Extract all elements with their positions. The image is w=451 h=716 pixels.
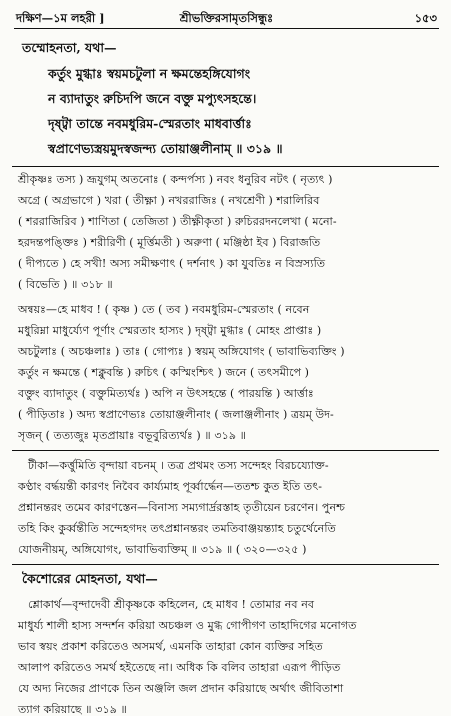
tika-line: যোজনীয়ম্, অঙ্গিযোগং, ভাবাভিব্যক্তিম্ ॥ ৩১৯ ॥ ( ৩২০—৩২৫ ) (18, 543, 307, 556)
meaning-line: মাধুর্য্য শালী হাস্য সন্দর্শন করিয়া অচঞ্চল ও মুগ্ধ গোপীগণ তাহাদিগের মনোগত (18, 619, 357, 632)
translation-line: হরদন্তপঙ্ক্তিঃ ) শরীরিণী ( মূর্ত্তিমতী ) অরুণা ( মঞ্জিষ্ঠা ইব ) বিরাজতি (18, 236, 321, 249)
anvaya-line: কর্তুং ন ক্ষমন্তে ( শক্নুবন্তি ) রুচিৎ ( কস্মিংশ্চিৎ ) জনে ( তৎসমীপে ) (18, 366, 310, 379)
verse-line: স্বপ্রাণেভ্যস্ত্রয়মুদস্বজন্দ্য তোয়াঞ্জলীনাম্ ॥ ৩১৯ ॥ (48, 141, 283, 156)
section-heading: কৈশোরের মোহনতা, যথা— (22, 571, 158, 586)
tika-line: টীকা—কর্ত্তুমিতি বৃন্দায়া বচনম্ । তত্র প্রথমং তস্য সন্দেহং বিরচয্যোক্ত- (28, 459, 329, 472)
page-number: ১৫৩ (414, 11, 437, 25)
tika-line: তহি কিং কুর্ব্বন্তীতি সন্দেহগদং তৎপ্রশ্নানন্তরং তমতিবাঞ্জয়ন্ত্যাহ চতুর্থেনেতি (18, 522, 336, 535)
meaning-line: আলাপ করিতেও সমর্থ হইতেছে না। অধিক কি বলিব তাহারা এরূপ পীড়িত (18, 661, 341, 674)
meaning-line: ভাব স্বয়ং প্রকাশ করিতেও অসমর্থ, এমনকি তাহারা কোন ব্যক্তির সহিত (18, 640, 323, 653)
translation-line: ( বিভেতি ) ॥ ৩১৮ ॥ (18, 278, 113, 291)
header-book-title: শ্রীভক্তিরসামৃতসিন্ধুঃ (179, 11, 274, 25)
verse-line: কর্তুং মুগ্ধাঃ স্বয়মচটুলা ন ক্ষমন্তেহঙ্গিযোগং (48, 66, 251, 81)
translation-line: শ্রীকৃষ্ণঃ তস্য ) ভ্রূযুগম্ অতনোঃ ( কন্দর্পস্য ) নবং ধনুরিব নটৎ ( নৃত্যৎ ) (18, 173, 333, 186)
anvaya-line: ( পীড়িতাঃ ) অদ্য স্বপ্রাণেভ্যঃ তোয়াঞ্জলীনাং ( জলাঞ্জলীনাং ) ত্রয়ম্ উদ- (18, 408, 334, 421)
verse-line: দৃষ্ট্বা তান্তে নবমধুরিম-স্মেরতাং মাধবার্ত্তাঃ (48, 116, 252, 131)
anvaya-line: অন্বয়ঃ—হে মাধব ! ( কৃষ্ণ ) তে ( তব ) নবমধুরিম-স্মেরতাং ( নবেন (18, 303, 310, 316)
meaning-line: ত্যাগ করিয়াছে ॥ ৩১৯ ॥ (18, 703, 127, 716)
divider (12, 166, 439, 167)
anvaya-line: মধুরিম্না মাধুর্য্যেণ পূর্ণাং স্মেরতাং হাস্যং ) দৃষ্ট্বা মুগ্ধাঃ ( মোহং প্রাপ্তাঃ ) (18, 324, 322, 337)
divider (12, 450, 439, 451)
meaning-line: যে অদ্য নিজের প্রাণকে তিন অঞ্জলি জল প্রদান করিয়াছে অর্থাৎ জীবিতাশা (18, 682, 344, 695)
divider (12, 564, 439, 565)
tika-line: প্রশ্নানন্তরং তমেব কারণস্তেন—বিনাস্য সম্যগার্দ্ররস্তাহ তৃতীয়েন চরণেন। পুনশ্চ (18, 501, 345, 514)
verse-line: ন ব্যাদাতুং রুচিদপি জনে বক্তু মপ্যুৎসহন্তে। (48, 91, 257, 106)
translation-line: ( দীপ্যতে ) হে সখী! অস্য সমীক্ষণাৎ ( দর্শনাৎ ) কা যুবতিঃ ন বিস্রস্যতি (18, 257, 326, 270)
anvaya-line: অচটুলাঃ ( অচঞ্চলাঃ ) তাঃ ( গোপ্যঃ ) স্বয়ম্ অঙ্গিযোগং ( ভাবাভিব্যক্তিং ) (18, 345, 345, 358)
translation-line: অগ্রে ( অগ্রভাগে ) খরা ( তীক্ষ্ণা ) নখররাজিঃ ( নখশ্রেণী ) শরালিরিব (18, 194, 320, 207)
meaning-line: শ্লোকার্থ—বৃন্দাদেবী শ্রীকৃষ্ণকে কহিলেন, হে মাধব ! তোমার নব নব (28, 598, 315, 611)
anvaya-line: সৃজন্ ( তত্যজুঃ মৃতপ্রায়াঃ বভূবুরিত্যর্থঃ ) ॥ ৩১৯ ॥ (18, 429, 246, 442)
page-header (14, 6, 439, 29)
section-heading: তম্মোহনতা, যথা— (22, 40, 117, 55)
anvaya-line: বক্তুং ব্যাদাতুং ( বক্তুমিত্যর্থঃ ) অপি ন উৎসহন্তে ( পারয়ন্তি ) আর্ত্তাঃ (18, 387, 314, 400)
tika-line: কণ্ঠাং বর্দ্ধয়ন্তী কারণং নিবৈব কার্য্যমাহ পূর্ব্বার্দ্ধেন—ততশ্চ কুত ইতি তৎ- (18, 480, 323, 493)
translation-line: ( শররাজিরিব ) শাণিতা ( তেজিতা ) তীক্ষ্ণীকৃতা ) রুচিররদনলেখা ( মনো- (18, 215, 337, 228)
header-chapter: দক্ষিণ—১ম লহরী ] (16, 11, 105, 25)
